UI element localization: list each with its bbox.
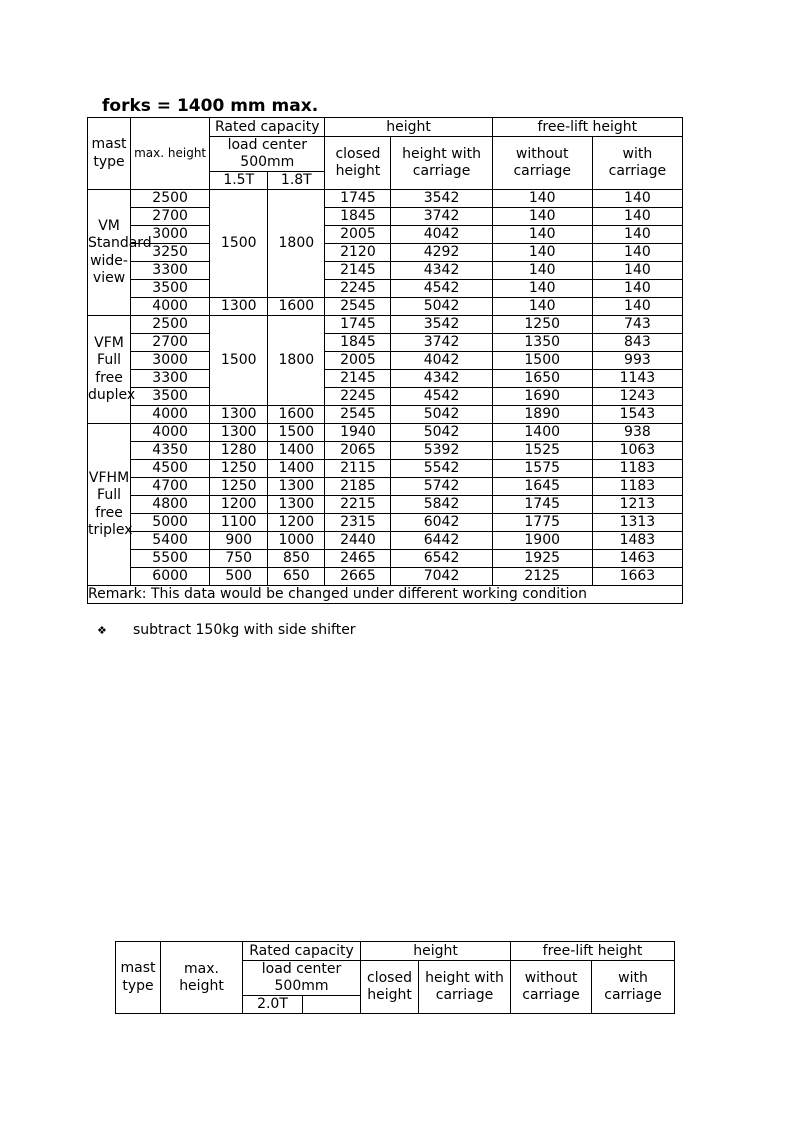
table-row [88,280,683,298]
header-cap-b [303,996,361,1014]
cap-b-cell: 1400 [268,460,325,478]
fl-with-cell: 1213 [592,496,682,514]
max-height-cell: 4350 [131,442,210,460]
fl-without-cell: 1890 [492,406,592,424]
mast-spec-table-2 [115,941,675,1014]
max-height-cell: 4700 [131,478,210,496]
max-height-cell: 6000 [131,568,210,586]
header-closed-height: closed height [361,961,419,1014]
header-cap-a: 2.0T [243,996,303,1014]
header-without-carriage: without carriage [492,137,592,190]
fl-with-cell: 1143 [592,370,682,388]
fl-without-cell: 1650 [492,370,592,388]
remark-text: Remark: This data would be changed under different working condition [88,586,683,604]
closed-height-cell: 2665 [325,568,391,586]
header-height-with-carriage: height with carriage [419,961,511,1014]
fl-without-cell: 1500 [492,352,592,370]
max-height-cell: 3250 [131,244,210,262]
header-mast-type: mast type [116,942,161,1014]
height-with-carriage-cell: 4542 [391,388,492,406]
closed-height-cell: 2215 [325,496,391,514]
fl-with-cell: 140 [592,208,682,226]
closed-height-cell: 1845 [325,334,391,352]
cap-b-cell: 1800 [268,316,325,406]
table-row [88,424,683,442]
closed-height-cell: 2315 [325,514,391,532]
fl-without-cell: 140 [492,298,592,316]
cap-a-cell: 500 [210,568,268,586]
header-cap-a: 1.5T [210,172,268,190]
max-height-cell: 2500 [131,316,210,334]
header-load-center: load center 500mm [210,137,325,172]
fl-without-cell: 1925 [492,550,592,568]
closed-height-cell: 2115 [325,460,391,478]
max-height-cell: 3000 [131,226,210,244]
closed-height-cell: 2185 [325,478,391,496]
height-with-carriage-cell: 5742 [391,478,492,496]
cap-a-cell: 1100 [210,514,268,532]
table-row [88,226,683,244]
header-without-carriage: without carriage [511,961,592,1014]
table-row [88,550,683,568]
max-height-cell: 5400 [131,532,210,550]
height-with-carriage-cell: 5542 [391,460,492,478]
table-row [88,208,683,226]
header-with-carriage: with carriage [592,961,675,1014]
header-row [116,942,675,961]
header-height: height [361,942,511,961]
table-row [88,496,683,514]
header-rated-capacity: Rated capacity [243,942,361,961]
closed-height-cell: 2145 [325,262,391,280]
height-with-carriage-cell: 5392 [391,442,492,460]
closed-height-cell: 2440 [325,532,391,550]
max-height-cell: 2700 [131,334,210,352]
cap-a-cell: 1200 [210,496,268,514]
cap-b-cell: 1400 [268,442,325,460]
fl-without-cell: 1250 [492,316,592,334]
closed-height-cell: 1745 [325,190,391,208]
header-load-center: load center 500mm [243,961,361,996]
max-height-cell: 4500 [131,460,210,478]
closed-height-cell: 2465 [325,550,391,568]
height-with-carriage-cell: 6042 [391,514,492,532]
fl-without-cell: 1350 [492,334,592,352]
header-row [88,118,683,137]
closed-height-cell: 1940 [325,424,391,442]
fl-without-cell: 1400 [492,424,592,442]
side-shifter-note [97,621,356,640]
height-with-carriage-cell: 7042 [391,568,492,586]
table-row [88,514,683,532]
cap-b-cell: 1600 [268,406,325,424]
height-with-carriage-cell: 3542 [391,316,492,334]
cap-a-cell: 1500 [210,190,268,298]
fl-with-cell: 938 [592,424,682,442]
fl-without-cell: 1525 [492,442,592,460]
fl-with-cell: 1543 [592,406,682,424]
cap-b-cell: 1500 [268,424,325,442]
table-row [88,442,683,460]
table-row [88,190,683,208]
fl-with-cell: 140 [592,190,682,208]
table-row [88,370,683,388]
fl-without-cell: 1575 [492,460,592,478]
diamond-bullet-icon: ❖ [97,624,107,637]
max-height-cell: 2500 [131,190,210,208]
closed-height-cell: 2545 [325,298,391,316]
fl-with-cell: 1483 [592,532,682,550]
fl-with-cell: 1183 [592,460,682,478]
table-row [88,532,683,550]
closed-height-cell: 2545 [325,406,391,424]
max-height-cell: 5000 [131,514,210,532]
header-max-height: max. height [161,942,243,1014]
table-row [88,388,683,406]
fl-with-cell: 1313 [592,514,682,532]
max-height-cell: 5500 [131,550,210,568]
fl-without-cell: 140 [492,244,592,262]
fl-with-cell: 743 [592,316,682,334]
mast-type-cell: VFHM Full free triplex [88,424,131,586]
closed-height-cell: 2005 [325,352,391,370]
mast-type-cell: VFM Full free duplex [88,316,131,424]
header-free-lift-height: free-lift height [492,118,682,137]
fl-with-cell: 993 [592,352,682,370]
table-row [88,334,683,352]
fl-with-cell: 140 [592,262,682,280]
header-mast-type: mast type [88,118,131,190]
header-rated-capacity: Rated capacity [210,118,325,137]
cap-b-cell: 650 [268,568,325,586]
height-with-carriage-cell: 5842 [391,496,492,514]
max-height-cell: 3000 [131,352,210,370]
fl-without-cell: 2125 [492,568,592,586]
closed-height-cell: 2245 [325,388,391,406]
cap-a-cell: 1300 [210,298,268,316]
height-with-carriage-cell: 3542 [391,190,492,208]
fl-without-cell: 1775 [492,514,592,532]
cap-b-cell: 1300 [268,478,325,496]
cap-a-cell: 1250 [210,478,268,496]
closed-height-cell: 1745 [325,316,391,334]
mast-type-cell: VM Standard wide-view [88,190,131,316]
cap-a-cell: 1300 [210,424,268,442]
header-height: height [325,118,492,137]
fl-without-cell: 140 [492,280,592,298]
header-max-height: max. height [131,118,210,190]
header-with-carriage: with carriage [592,137,682,190]
max-height-cell: 4000 [131,424,210,442]
fl-with-cell: 1243 [592,388,682,406]
max-height-cell: 3300 [131,370,210,388]
height-with-carriage-cell: 4042 [391,226,492,244]
cap-a-cell: 1500 [210,316,268,406]
cap-b-cell: 1600 [268,298,325,316]
height-with-carriage-cell: 4342 [391,370,492,388]
height-with-carriage-cell: 6442 [391,532,492,550]
table-row [88,262,683,280]
height-with-carriage-cell: 5042 [391,298,492,316]
closed-height-cell: 2065 [325,442,391,460]
max-height-cell: 3500 [131,388,210,406]
table-row [88,406,683,424]
fl-without-cell: 1900 [492,532,592,550]
cap-a-cell: 1280 [210,442,268,460]
cap-a-cell: 900 [210,532,268,550]
height-with-carriage-cell: 4292 [391,244,492,262]
fl-without-cell: 1645 [492,478,592,496]
fl-with-cell: 140 [592,244,682,262]
fl-without-cell: 140 [492,208,592,226]
max-height-cell: 2700 [131,208,210,226]
cap-b-cell: 1000 [268,532,325,550]
fl-with-cell: 843 [592,334,682,352]
max-height-cell: 4000 [131,406,210,424]
height-with-carriage-cell: 3742 [391,208,492,226]
header-cap-b: 1.8T [268,172,325,190]
cap-b-cell: 1200 [268,514,325,532]
header-free-lift-height: free-lift height [511,942,675,961]
header-height-with-carriage: height with carriage [391,137,492,190]
table-row [88,568,683,586]
closed-height-cell: 2120 [325,244,391,262]
page-title: forks = 1400 mm max. [102,96,319,116]
max-height-cell: 3500 [131,280,210,298]
height-with-carriage-cell: 3742 [391,334,492,352]
note-text: subtract 150kg with side shifter [133,622,356,638]
fl-without-cell: 140 [492,190,592,208]
height-with-carriage-cell: 4542 [391,280,492,298]
fl-without-cell: 1690 [492,388,592,406]
fl-without-cell: 140 [492,226,592,244]
max-height-cell: 4000 [131,298,210,316]
height-with-carriage-cell: 4342 [391,262,492,280]
remark-row [88,586,683,604]
closed-height-cell: 1845 [325,208,391,226]
fl-with-cell: 140 [592,298,682,316]
closed-height-cell: 2005 [325,226,391,244]
fl-with-cell: 1183 [592,478,682,496]
cap-a-cell: 1300 [210,406,268,424]
max-height-cell: 4800 [131,496,210,514]
closed-height-cell: 2145 [325,370,391,388]
height-with-carriage-cell: 5042 [391,424,492,442]
cap-b-cell: 1800 [268,190,325,298]
height-with-carriage-cell: 6542 [391,550,492,568]
cap-a-cell: 1250 [210,460,268,478]
header-closed-height: closed height [325,137,391,190]
table-row [88,478,683,496]
table-row [88,352,683,370]
table-row [88,316,683,334]
fl-with-cell: 140 [592,226,682,244]
height-with-carriage-cell: 4042 [391,352,492,370]
cap-a-cell: 750 [210,550,268,568]
fl-with-cell: 140 [592,280,682,298]
mast-spec-table [87,117,683,604]
fl-with-cell: 1063 [592,442,682,460]
table-row [88,244,683,262]
fl-with-cell: 1663 [592,568,682,586]
fl-without-cell: 140 [492,262,592,280]
table-row [88,298,683,316]
cap-b-cell: 850 [268,550,325,568]
max-height-cell: 3300 [131,262,210,280]
fl-without-cell: 1745 [492,496,592,514]
table-row [88,460,683,478]
height-with-carriage-cell: 5042 [391,406,492,424]
fl-with-cell: 1463 [592,550,682,568]
closed-height-cell: 2245 [325,280,391,298]
cap-b-cell: 1300 [268,496,325,514]
